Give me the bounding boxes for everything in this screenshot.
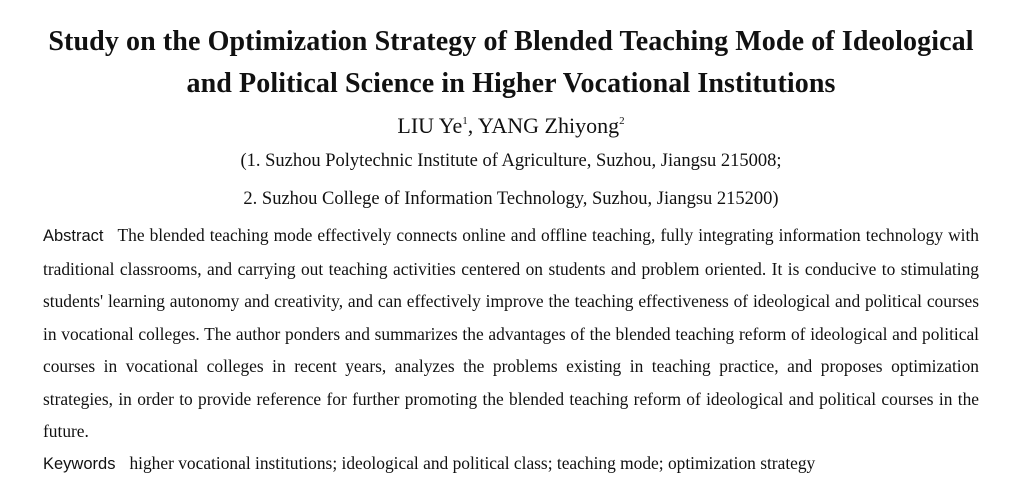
abstract-label: Abstract [43,227,104,245]
keywords [43,448,979,479]
author-affiliation-mark: 2 [619,115,625,127]
title-line-1: Study on the Optimization Strategy of Blended Teaching Mode of Ideological [48,26,974,57]
author-name: YANG Zhiyong [477,113,620,138]
author-affiliation-mark: 1 [462,115,468,127]
affiliation-line-2: 2. Suzhou College of Information Technology, Suzhou, Jiangsu 215200) [243,189,779,209]
title-line-2: and Political Science in Higher Vocational Institutions [186,68,836,99]
paper-title [43,0,979,105]
author-list [43,111,979,141]
keywords-text: higher vocational institutions; ideological and political class; teaching mode; optimization strategy [129,452,816,473]
author-name: LIU Ye [397,113,463,138]
abstract-text: The blended teaching mode effectively connects online and offline teaching, fully integrating information technology with traditional classrooms, and carrying out teaching activities centered on students and problem oriented. It is conducive to stimulating students' learning autonomy and creativity, and can effectively improve the teaching effectiveness of ideological and political courses in vocational colleges. The author ponders and summarizes the advantages of the blended teaching reform of ideological and political courses in vocational colleges in recent years, analyzes the problems existing in teaching practice, and proposes optimization strategies, in order to provide reference for further promoting the blended teaching reform of ideological and political courses in the future. [43,225,979,441]
author-separator: , [467,113,478,138]
keywords-label: Keywords [43,454,116,473]
abstract [43,219,979,448]
affiliation-line-1: (1. Suzhou Polytechnic Institute of Agriculture, Suzhou, Jiangsu 215008; [240,151,782,171]
